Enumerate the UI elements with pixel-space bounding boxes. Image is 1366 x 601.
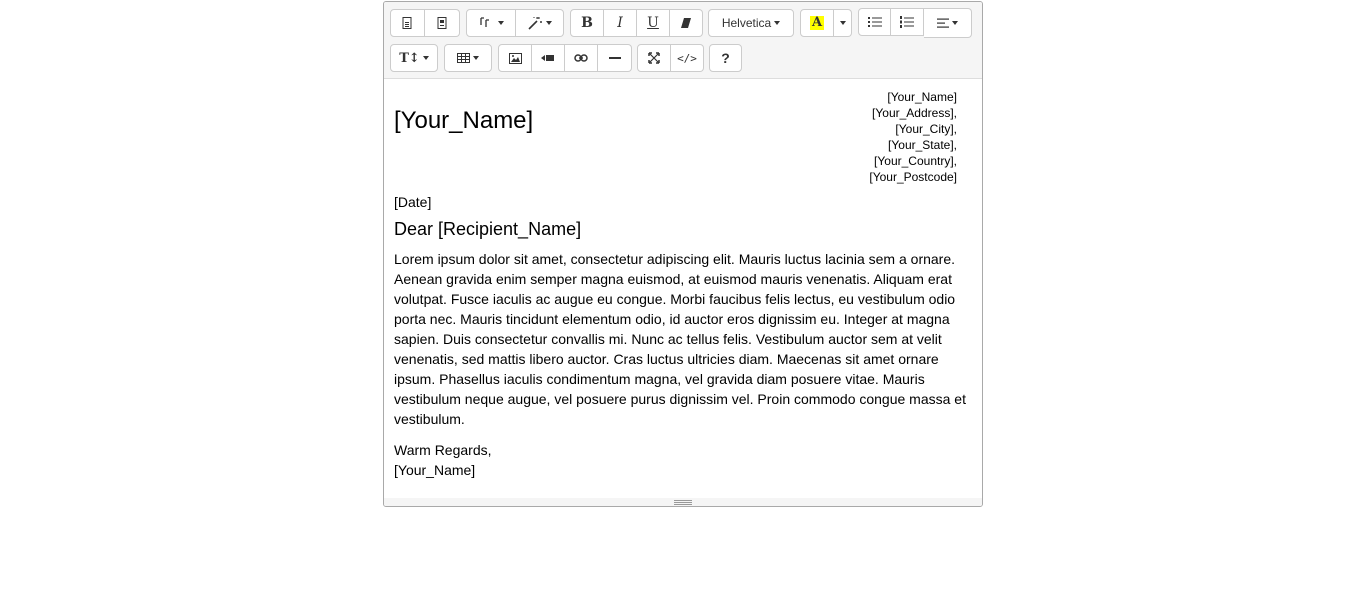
letter-date: [Date] — [394, 194, 432, 210]
help-icon: ? — [721, 50, 730, 66]
unordered-list-button[interactable] — [858, 8, 891, 36]
salutation: Dear [Recipient_Name] — [394, 219, 582, 239]
code-icon: </> — [677, 51, 697, 65]
rich-text-editor — [383, 1, 983, 507]
clear-format-button[interactable] — [670, 9, 703, 37]
address-line: [Your_State], — [888, 138, 957, 152]
chevron-down-icon — [774, 21, 780, 25]
bold-icon: B — [581, 15, 593, 31]
document-icon — [402, 17, 413, 29]
chevron-down-icon — [423, 56, 429, 60]
link-button[interactable] — [565, 44, 598, 72]
video-icon — [541, 53, 555, 63]
horizontal-rule-icon — [609, 56, 621, 60]
help-button[interactable] — [709, 44, 742, 72]
bold-button[interactable] — [570, 9, 604, 37]
address-line: [Your_Address], — [872, 106, 957, 120]
align-left-icon — [937, 18, 949, 28]
numbered-list-icon — [900, 16, 914, 28]
horizontal-rule-button[interactable] — [598, 44, 632, 72]
style-icon — [478, 16, 492, 30]
video-button[interactable] — [532, 44, 565, 72]
italic-button[interactable] — [604, 9, 637, 37]
style-button[interactable] — [466, 9, 516, 37]
magic-wand-icon — [527, 16, 543, 30]
sender-address — [869, 89, 957, 185]
chevron-down-icon — [952, 21, 958, 25]
underline-icon: U — [647, 15, 659, 31]
text-color-button[interactable] — [800, 9, 834, 37]
doc-template-a-button[interactable] — [390, 9, 425, 37]
paragraph-align-button[interactable] — [924, 8, 972, 38]
table-icon — [457, 53, 470, 63]
closing-block — [394, 440, 492, 480]
body-paragraph: Lorem ipsum dolor sit amet, consectetur adipiscing elit. Mauris luctus lacinia sem a ornare. Aenean gravida enim semper magna euismod, at euismod mauris venenatis. Aliquam erat volutpat. Fusce iaculis ac augue eu congue. Morbi faucibus felis lectus, eu vestibulum odio porta nec. Mauris tincidunt elementum odio, id auctor eros dignissim eu. Integer at magna sapien. Duis consectetur convallis mi. Nunc ac tellus felis. Vestibulum auctor sem at velit venenatis, sed mattis libero auctor. Cras luctus ultricies diam. Maecenas sit amet ornare ipsum. Phasellus iaculis condimentum magna, vel gravida diam posuere vitae. Mauris vestibulum neque augue, vel posuere purus dignissim vel. Proin commodo congue massa et vestibulum. — [394, 251, 966, 427]
magic-button[interactable] — [516, 9, 564, 37]
editor-toolbar — [384, 2, 982, 79]
italic-icon: I — [617, 15, 623, 31]
underline-button[interactable] — [637, 9, 670, 37]
table-button[interactable] — [444, 44, 492, 72]
address-line: [Your_Country], — [874, 154, 957, 168]
chevron-down-icon — [546, 21, 552, 25]
color-dropdown-button[interactable] — [834, 9, 852, 37]
address-line: [Your_City], — [895, 122, 957, 136]
document-icon — [437, 17, 448, 29]
closing: Warm Regards, — [394, 442, 492, 458]
code-view-button[interactable] — [671, 44, 704, 72]
text-size-icon: T↕ — [399, 50, 420, 66]
font-family-label: Helvetica — [721, 16, 772, 30]
font-size-button[interactable] — [390, 44, 438, 72]
chevron-down-icon — [840, 21, 846, 25]
highlight-icon: A — [811, 15, 823, 30]
editor-content[interactable] — [384, 79, 982, 498]
chevron-down-icon — [498, 21, 504, 25]
editor-statusbar[interactable] — [384, 498, 982, 506]
font-family-dropdown[interactable] — [708, 9, 794, 37]
address-line: [Your_Postcode] — [869, 170, 957, 184]
chevron-down-icon — [473, 56, 479, 60]
fullscreen-icon — [648, 52, 660, 64]
link-icon — [574, 53, 588, 63]
signature: [Your_Name] — [394, 462, 476, 478]
address-line: [Your_Name] — [887, 90, 957, 104]
bullet-list-icon — [868, 16, 882, 28]
image-icon — [509, 53, 522, 64]
letter-heading: [Your_Name] — [394, 107, 534, 134]
eraser-icon — [680, 17, 692, 29]
fullscreen-button[interactable] — [637, 44, 671, 72]
image-button[interactable] — [498, 44, 532, 72]
ordered-list-button[interactable] — [891, 8, 924, 36]
resize-grip-icon[interactable] — [674, 500, 692, 506]
doc-template-b-button[interactable] — [425, 9, 460, 37]
